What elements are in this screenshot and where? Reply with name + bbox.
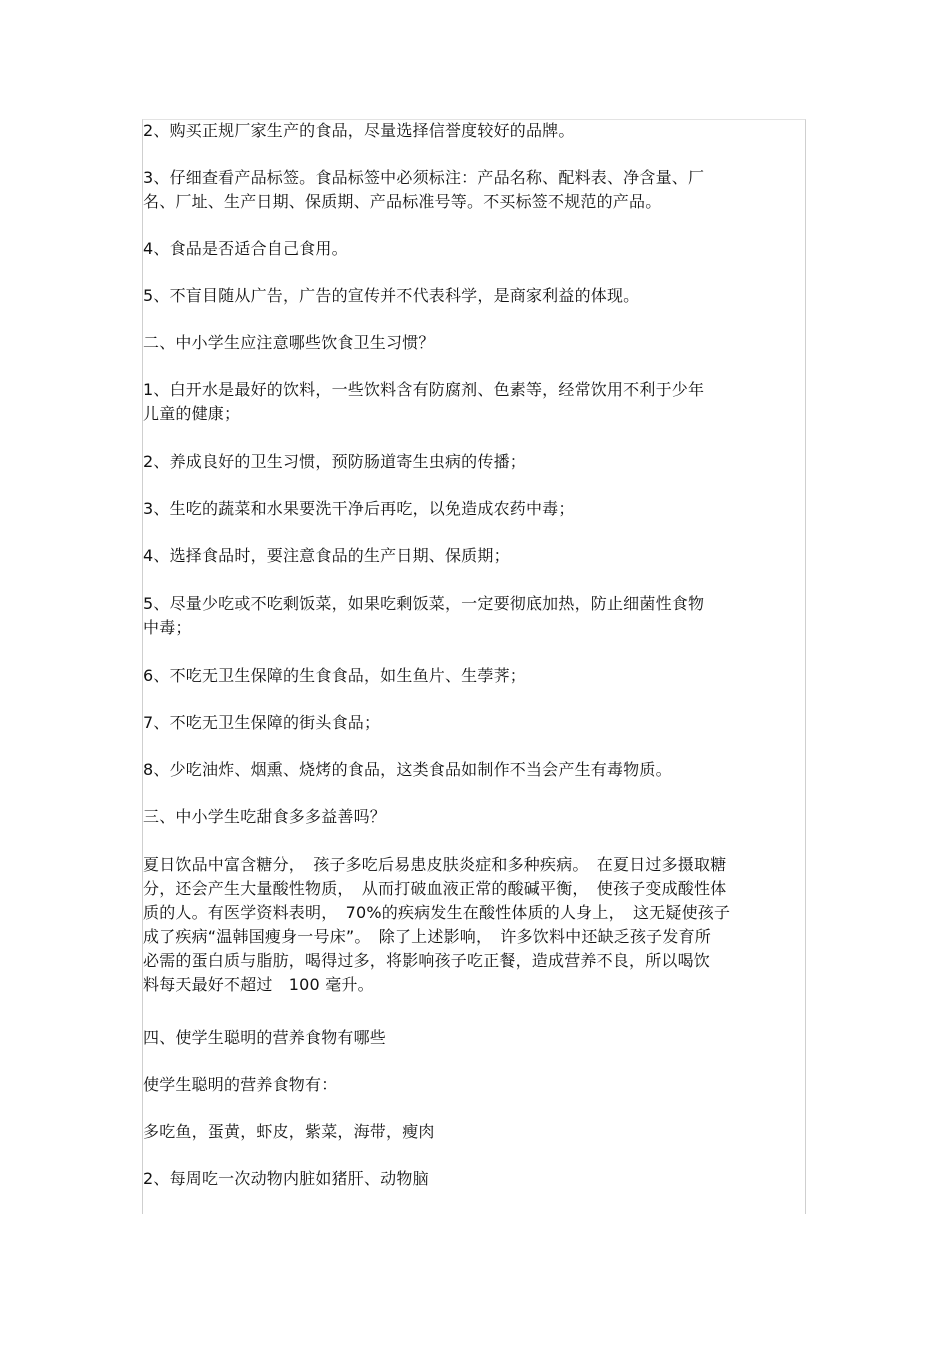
- text-line: 2、每周吃一次动物内脏如猪肝、动物脑: [143, 1169, 429, 1188]
- paragraph-suitable-food: [143, 237, 348, 261]
- text-line: 4、选择食品时，要注意食品的生产日期、保质期；: [143, 546, 510, 565]
- section-heading-smart-food: [143, 1026, 386, 1050]
- paragraph-advertising: [143, 284, 639, 308]
- paragraph-leftovers: [143, 592, 704, 640]
- text-line: 三、中小学生吃甜食多多益善吗？: [143, 807, 387, 826]
- text-line: 四、使学生聪明的营养食物有哪些: [143, 1028, 387, 1047]
- section-heading-hygiene: [143, 331, 435, 355]
- text-line: 6、不吃无卫生保障的生食食品，如生鱼片、生荸荠；: [143, 666, 526, 685]
- paragraph-boiled-water: [143, 378, 704, 426]
- paragraph-organ-meat: [143, 1167, 429, 1191]
- text-line: 8、少吃油炸、烟熏、烧烤的食品，这类食品如制作不当会产生有毒物质。: [143, 760, 672, 779]
- paragraph-check-label: [143, 166, 704, 214]
- text-line: 质的人。有医学资料表明， 70%的疾病发生在酸性体质的人身上， 这无疑使孩子: [143, 903, 731, 922]
- paragraph-purchase-brand: [143, 119, 575, 143]
- text-line: 5、尽量少吃或不吃剩饭菜，如果吃剩饭菜，一定要彻底加热，防止细菌性食物: [143, 594, 705, 613]
- text-line: 成了疾病“温韩国瘦身一号床”。 除了上述影响， 许多饮料中还缺乏孩子发育所: [143, 927, 711, 946]
- paragraph-expiry-date: [143, 544, 510, 568]
- text-line: 2、购买正规厂家生产的食品，尽量选择信誉度较好的品牌。: [143, 121, 575, 140]
- paragraph-eat-fish: [143, 1120, 435, 1144]
- paragraph-fried-food: [143, 758, 672, 782]
- text-line: 分，还会产生大量酸性物质， 从而打破血液正常的酸碱平衡， 使孩子变成酸性体: [143, 879, 727, 898]
- section-heading-sweets: [143, 805, 386, 829]
- text-line: 3、生吃的蔬菜和水果要洗干净后再吃，以免造成农药中毒；: [143, 499, 575, 518]
- text-line: 夏日饮品中富含糖分， 孩子多吃后易患皮肤炎症和多种疾病。 在夏日过多摄取糖: [143, 855, 727, 874]
- text-line: 儿童的健康；: [143, 404, 241, 423]
- text-line: 二、中小学生应注意哪些饮食卫生习惯？: [143, 333, 435, 352]
- paragraph-smart-food-intro: [143, 1073, 337, 1097]
- text-line: 5、不盲目随从广告，广告的宣传并不代表科学，是商家利益的体现。: [143, 286, 640, 305]
- text-line: 4、食品是否适合自己食用。: [143, 239, 348, 258]
- text-line: 中毒；: [143, 618, 192, 637]
- text-line: 料每天最好不超过 100 毫升。: [143, 975, 374, 994]
- paragraph-good-habits: [143, 450, 526, 474]
- text-line: 3、仔细查看产品标签。食品标签中必须标注：产品名称、配料表、净含量、厂: [143, 168, 705, 187]
- text-line: 2、养成良好的卫生习惯，预防肠道寄生虫病的传播；: [143, 452, 526, 471]
- text-line: 1、白开水是最好的饮料，一些饮料含有防腐剂、色素等，经常饮用不利于少年: [143, 380, 705, 399]
- text-line: 名、厂址、生产日期、保质期、产品标准号等。不买标签不规范的产品。: [143, 192, 662, 211]
- paragraph-summer-drinks: [143, 853, 730, 997]
- text-line: 必需的蛋白质与脂肪，喝得过多，将影响孩子吃正餐，造成营养不良，所以喝饮: [143, 951, 711, 970]
- text-line: 7、不吃无卫生保障的街头食品；: [143, 713, 381, 732]
- paragraph-wash-vegetables: [143, 497, 575, 521]
- text-line: 使学生聪明的营养食物有：: [143, 1075, 338, 1094]
- paragraph-raw-food: [143, 664, 526, 688]
- text-line: 多吃鱼，蛋黄，虾皮，紫菜，海带，瘦肉: [143, 1122, 435, 1141]
- paragraph-street-food: [143, 711, 380, 735]
